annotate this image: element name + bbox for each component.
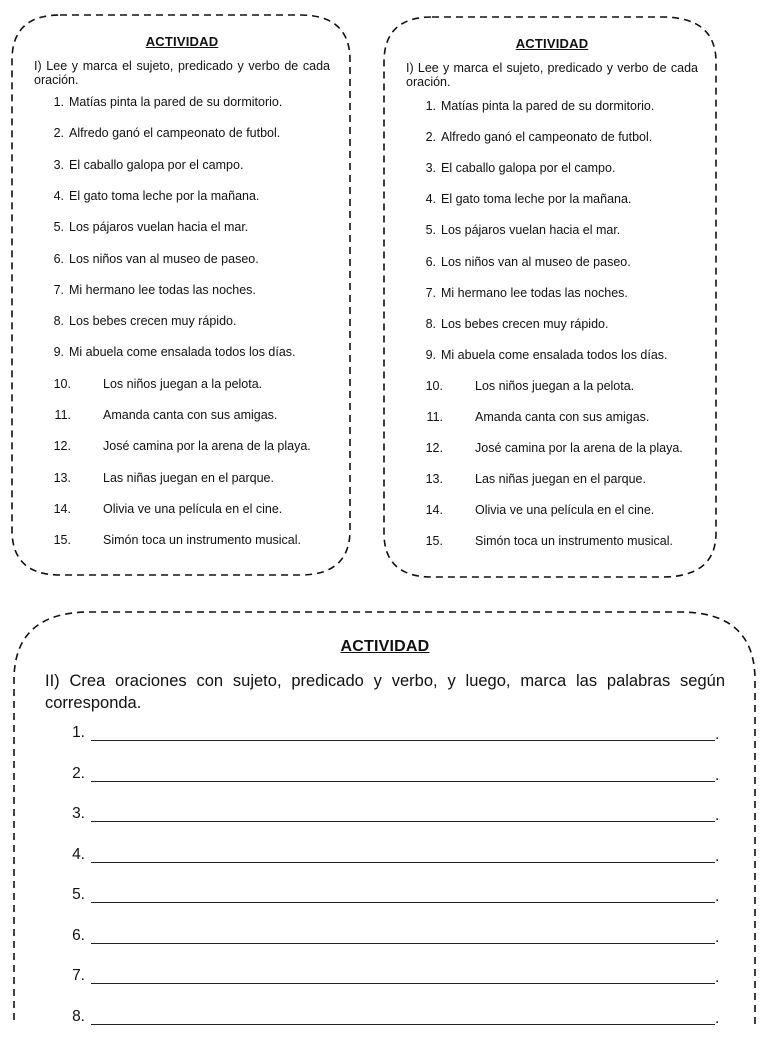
sentence-item: [406, 379, 634, 393]
sentence-number: 11.: [426, 410, 443, 424]
answer-line[interactable]: [45, 886, 720, 905]
line-end-period: .: [715, 928, 720, 946]
sentence-text: Los pájaros vuelan hacia el mar.: [69, 220, 249, 235]
sentence-text: Simón toca un instrumento musical.: [103, 533, 302, 548]
answer-line[interactable]: [45, 967, 720, 986]
sentence-number: 12.: [425, 441, 443, 456]
line-end-period: .: [715, 807, 720, 824]
line-end-period: .: [715, 847, 720, 865]
sentence-text: El caballo galopa por el campo.: [441, 161, 616, 176]
line-end-period: .: [715, 726, 720, 743]
sentence-item: [406, 317, 608, 331]
sentence-item: [34, 345, 296, 359]
sentence-number: 7.: [425, 285, 436, 300]
sentence-text: Mi hermano lee todas las noches.: [69, 282, 256, 297]
activity-title: ACTIVIDAD: [340, 638, 430, 655]
sentence-number: 8.: [53, 314, 64, 329]
sentence-item: [406, 348, 668, 362]
answer-line[interactable]: [45, 805, 720, 824]
answer-line[interactable]: [45, 764, 720, 784]
sentence-list: [406, 89, 698, 566]
blank-rule[interactable]: [91, 821, 715, 822]
sentence-number: 1.: [53, 95, 64, 109]
sentence-number: 4.: [425, 192, 436, 207]
blank-rule[interactable]: [91, 781, 715, 782]
sentence-text: El gato toma leche por la mañana.: [441, 192, 632, 207]
sentence-number: 14.: [425, 503, 443, 518]
sentence-number: 4.: [53, 188, 64, 203]
activity-instruction: I) Lee y marca el sujeto, predicado y verbo de cada oración.: [34, 59, 330, 87]
line-end-period: .: [715, 969, 720, 986]
sentence-number: 11.: [54, 408, 71, 422]
sentence-number: 9.: [425, 347, 436, 362]
sentence-text: Amanda canta con sus amigas.: [475, 410, 650, 424]
sentence-number: 12.: [53, 439, 71, 454]
sentence-number: 6.: [425, 254, 436, 269]
activity-card-bottom: [45, 638, 725, 1048]
sentence-item: [406, 286, 628, 300]
blank-rule[interactable]: [91, 862, 715, 863]
sentence-item: [34, 408, 277, 422]
sentence-text: Los niños van al museo de paseo.: [441, 254, 631, 269]
sentence-number: 2.: [53, 126, 64, 141]
blank-rule[interactable]: [91, 983, 715, 984]
sentence-item: [406, 99, 654, 113]
sentence-number: 8.: [425, 316, 436, 331]
line-number: 2.: [72, 764, 85, 782]
sentence-number: 10.: [425, 378, 443, 393]
sentence-item: [406, 130, 652, 144]
sentence-item: [34, 377, 262, 391]
sentence-text: Mi hermano lee todas las noches.: [441, 285, 628, 300]
sentence-item: [34, 95, 282, 109]
sentence-number: 10.: [53, 376, 71, 391]
sentence-text: Los niños juegan a la pelota.: [103, 376, 263, 391]
sentence-number: 15.: [53, 533, 71, 548]
sentence-item: [406, 192, 631, 206]
sentence-number: 3.: [425, 161, 436, 176]
answer-lines: [45, 714, 725, 1048]
sentence-text: Mi abuela come ensalada todos los días.: [441, 347, 668, 362]
sentence-number: 1.: [425, 99, 436, 113]
sentence-item: [406, 161, 615, 175]
sentence-text: Los bebes crecen muy rápido.: [69, 314, 237, 329]
sentence-item: [34, 533, 301, 547]
sentence-item: [34, 126, 280, 140]
line-number: 4.: [72, 845, 85, 863]
sentence-number: 3.: [53, 157, 64, 172]
sentence-item: [34, 502, 282, 516]
sentence-number: 13.: [425, 472, 443, 487]
sentence-item: [406, 223, 620, 237]
activity-instruction: II) Crea oraciones con sujeto, predicado y verbo, y luego, marca las palabras según corresponda.: [45, 672, 725, 712]
sentence-text: Los niños juegan a la pelota.: [475, 378, 635, 393]
activity-title: ACTIVIDAD: [515, 36, 589, 51]
sentence-text: Los bebes crecen muy rápido.: [441, 316, 609, 331]
sentence-number: 9.: [53, 345, 64, 360]
sentence-text: Las niñas juegan en el parque.: [103, 470, 274, 485]
sentence-number: 13.: [53, 470, 71, 485]
sentence-text: Olivia ve una película en el cine.: [475, 503, 655, 518]
sentence-number: 15.: [425, 534, 443, 549]
line-number: 6.: [72, 926, 85, 944]
sentence-number: 5.: [53, 220, 64, 235]
sentence-item: [406, 255, 631, 269]
answer-line[interactable]: [45, 1007, 720, 1027]
sentence-item: [406, 410, 649, 424]
sentence-text: Las niñas juegan en el parque.: [475, 472, 646, 487]
line-number: 7.: [72, 967, 85, 984]
activity-card-left: [34, 34, 330, 565]
sentence-number: 6.: [53, 251, 64, 266]
sentence-item: [34, 314, 236, 328]
sentence-number: 2.: [425, 130, 436, 145]
line-end-period: .: [715, 888, 720, 905]
answer-line[interactable]: [45, 724, 720, 743]
line-end-period: .: [715, 1009, 720, 1027]
sentence-item: [406, 503, 654, 517]
sentence-text: El gato toma leche por la mañana.: [69, 188, 260, 203]
sentence-text: Simón toca un instrumento musical.: [475, 534, 674, 549]
sentence-text: Alfredo ganó el campeonato de futbol.: [441, 130, 653, 145]
answer-line[interactable]: [45, 926, 720, 946]
sentence-text: Mi abuela come ensalada todos los días.: [69, 345, 296, 360]
sentence-item: [34, 439, 311, 453]
sentence-text: Los niños van al museo de paseo.: [69, 251, 259, 266]
sentence-item: [406, 534, 673, 548]
sentence-item: [34, 189, 259, 203]
sentence-item: [406, 472, 646, 486]
blank-rule[interactable]: [91, 943, 715, 944]
line-number: 3.: [72, 805, 85, 822]
activity-card-right: [406, 36, 698, 566]
blank-rule[interactable]: [91, 902, 715, 903]
sentence-text: Matías pinta la pared de su dormitorio.: [69, 95, 283, 109]
sentence-text: Alfredo ganó el campeonato de futbol.: [69, 126, 281, 141]
line-number: 1.: [72, 724, 85, 741]
sentence-number: 14.: [53, 501, 71, 516]
sentence-item: [34, 471, 274, 485]
activity-title: ACTIVIDAD: [145, 34, 219, 49]
sentence-number: 7.: [53, 282, 64, 297]
blank-rule[interactable]: [91, 740, 715, 741]
sentence-text: Olivia ve una película en el cine.: [103, 501, 283, 516]
sentence-text: Matías pinta la pared de su dormitorio.: [441, 99, 655, 113]
sentence-text: José camina por la arena de la playa.: [103, 439, 311, 454]
line-number: 5.: [72, 886, 85, 903]
sentence-text: Los pájaros vuelan hacia el mar.: [441, 223, 621, 238]
sentence-item: [34, 220, 248, 234]
sentence-number: 5.: [425, 223, 436, 238]
sentence-list: [34, 87, 330, 565]
sentence-text: Amanda canta con sus amigas.: [103, 408, 278, 422]
sentence-item: [406, 441, 683, 455]
line-number: 8.: [72, 1007, 85, 1025]
sentence-text: El caballo galopa por el campo.: [69, 157, 244, 172]
line-end-period: .: [715, 766, 720, 784]
sentence-item: [34, 252, 259, 266]
sentence-item: [34, 283, 256, 297]
sentence-item: [34, 158, 243, 172]
answer-line[interactable]: [45, 845, 720, 865]
activity-instruction: I) Lee y marca el sujeto, predicado y verbo de cada oración.: [406, 61, 698, 89]
sentence-text: José camina por la arena de la playa.: [475, 441, 683, 456]
